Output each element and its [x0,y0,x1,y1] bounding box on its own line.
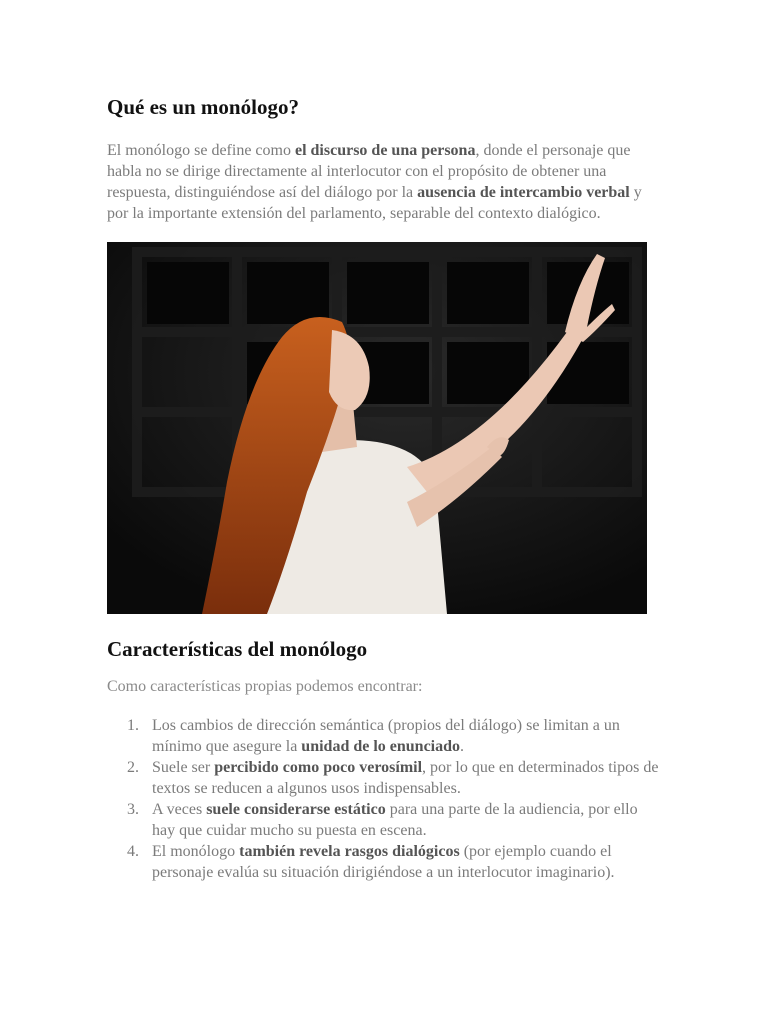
body-text: y por la importante extensión del parlamento, separable del contexto dialógico. [107,184,642,222]
list-item [107,841,662,883]
section-title-monologo: Qué es un monólogo? [107,95,299,119]
intro-text: Como características propias podemos encontrar: [107,678,423,695]
body-text: Suele ser [152,759,215,776]
emphasis-text: el discurso de una persona [294,142,476,159]
list-number: 2. [127,759,139,776]
body-text: . [460,738,465,755]
list-number: 4. [127,843,139,860]
characteristics-section [107,634,662,883]
section-title-caracteristicas: Características del monólogo [107,637,368,661]
body-text: (por ejemplo cuando el personaje evalúa su situación dirigiéndose a un interlocutor imaginario). [152,843,615,881]
emphasis-text: también revela rasgos dialógicos [239,843,460,860]
list-item [107,757,662,799]
list-item [107,799,662,841]
list-number: 3. [127,801,139,818]
emphasis-text: suele considerarse estático [206,801,386,818]
body-text: A veces [152,801,207,818]
emphasis-text: percibido como poco verosímil [214,759,423,776]
definition-paragraph [107,140,662,224]
photo-woman-red-hair-icon [107,242,647,614]
list-number: 1. [127,717,139,734]
body-text: para una parte de la audiencia, por ello hay que cuidar mucho su puesta en escena. [152,801,638,839]
characteristics-list [107,715,662,883]
body-text: , por lo que en determinados tipos de textos se reducen a algunos usos indispensables. [152,759,659,797]
body-text: Los cambios de dirección semántica (propios del diálogo) se limitan a un mínimo que asegure la [152,717,620,755]
article [107,88,662,883]
emphasis-text: ausencia de intercambio verbal [417,184,630,201]
emphasis-text: unidad de lo enunciado [301,738,461,755]
body-text: El monólogo se define como [107,142,295,159]
body-text: , donde el personaje que habla no se dirige directamente al interlocutor con el propósito de obtener una respuesta, distinguiéndose así del diálogo por la [107,142,631,201]
photo [107,242,647,614]
body-text: El monólogo [152,843,240,860]
list-item [107,715,662,757]
